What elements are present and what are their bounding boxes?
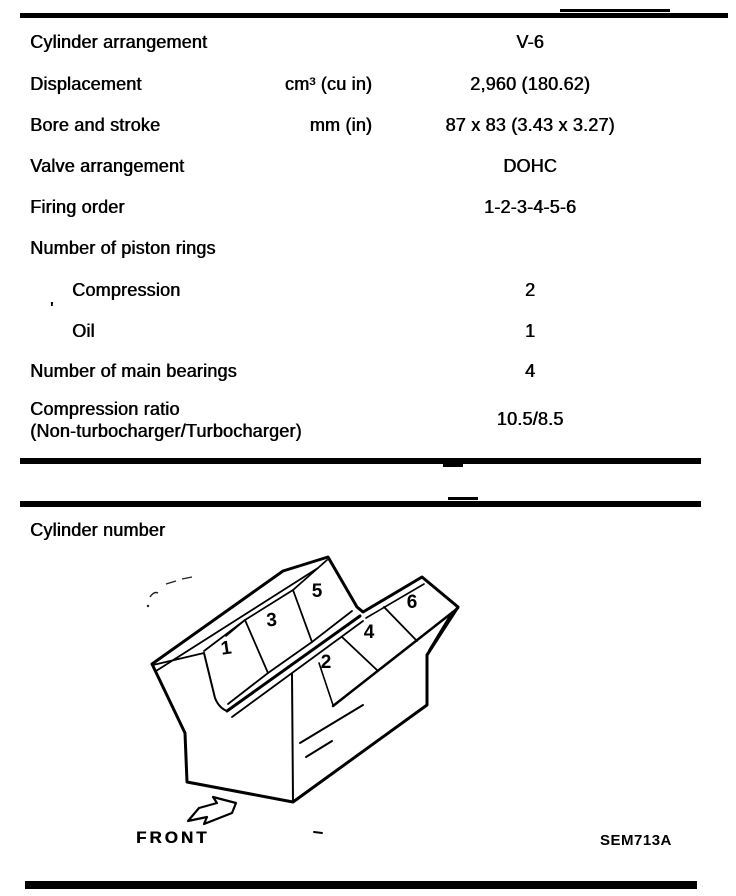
spec-row-value: 1-2-3-4-5-6 [483, 197, 577, 217]
spec-row-label: Number of main bearings [30, 361, 237, 381]
spec-row-value: V-6 [516, 32, 544, 52]
scan-artifact [560, 9, 670, 12]
cylinder-number-label: 1 [219, 637, 233, 660]
cylinder-number-label: 3 [265, 609, 278, 632]
spec-row-label: Bore and stroke [30, 115, 161, 135]
spec-row-label-line2: (Non-turbocharger/Turbocharger) [30, 421, 302, 441]
spec-row-label: Valve arrangement [30, 156, 185, 176]
scan-artifact [448, 497, 478, 500]
v6-engine-diagram [120, 540, 480, 840]
spec-row-label: Compression [72, 280, 181, 300]
cylinder-number-label: 5 [311, 581, 323, 602]
spec-row-value: 2,960 (180.62) [470, 74, 590, 94]
spec-row-label: Number of piston rings [30, 238, 216, 258]
spec-row-value: 87 x 83 (3.43 x 3.27) [445, 115, 615, 135]
figure-ref-code: SEM713A [600, 832, 672, 849]
spec-row-label: Compression ratio [30, 399, 180, 419]
spec-row-label: Firing order [30, 197, 125, 217]
spec-row-value: 1 [524, 321, 536, 341]
figure-heading: Cylinder number [30, 520, 166, 540]
cylinder-number-label: 2 [320, 652, 332, 673]
divider-1-3 [245, 620, 268, 673]
smudge-marks [147, 577, 192, 607]
cylinder-number-label: 4 [363, 622, 375, 643]
spec-row-label: Oil [72, 321, 95, 341]
table-bottom-rule [20, 458, 701, 464]
front-label: FRONT [136, 828, 210, 847]
spec-row-value: DOHC [503, 156, 557, 176]
spec-row-unit: cm³ (cu in) [284, 74, 372, 94]
spec-row-label: Cylinder arrangement [30, 32, 208, 52]
spec-row-value: 4 [524, 361, 536, 381]
section-rule [20, 501, 701, 507]
scan-artifact [443, 464, 463, 467]
spec-row-label: Displacement [30, 74, 142, 94]
stray-ink-mark: ' [50, 300, 54, 317]
divider-3-5 [293, 590, 312, 642]
front-arrow-icon [188, 797, 236, 824]
top-rule [20, 13, 728, 18]
cylinder-number-label: 6 [406, 592, 418, 613]
spec-row-value: 10.5/8.5 [496, 409, 564, 429]
spec-row-unit: mm (in) [309, 115, 372, 135]
page-bottom-rule [25, 881, 697, 889]
spec-row-value: 2 [524, 280, 536, 300]
